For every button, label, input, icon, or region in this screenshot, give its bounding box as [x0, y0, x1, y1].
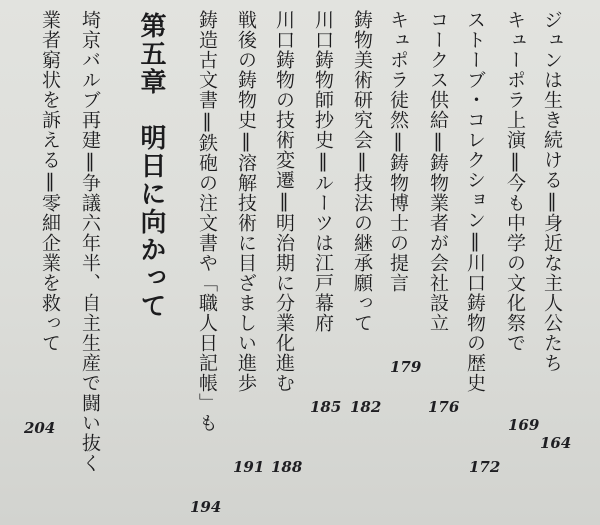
page-number: 179 — [390, 358, 422, 376]
toc-entry: ストーブ・コレクション‖川口鋳物の歴史 — [464, 10, 486, 393]
toc-entry: 鋳物美術研究会‖技法の継承願って — [351, 10, 373, 333]
page-number: 188 — [271, 458, 303, 476]
page-number: 164 — [540, 434, 572, 452]
toc-entry: 戦後の鋳物史‖溶解技術に目ざましい進歩 — [235, 10, 257, 393]
chapter-heading: 第五章 明日に向かって — [136, 12, 166, 320]
page-number: 185 — [310, 398, 342, 416]
toc-entry: キューポラ上演‖今も中学の文化祭で — [504, 10, 526, 353]
toc-entry: 業者窮状を訴える‖零細企業を救って — [39, 10, 61, 353]
page-number: 169 — [508, 416, 540, 434]
toc-entry: キュポラ徒然‖鋳物博士の提言 — [387, 10, 409, 293]
page-number: 191 — [233, 458, 265, 476]
page-number: 194 — [190, 498, 222, 516]
page-number: 176 — [428, 398, 460, 416]
page-number: 172 — [469, 458, 501, 476]
toc-entry: 埼京バルブ再建‖争議六年半、自主生産で闘い抜く — [79, 10, 101, 473]
toc-entry: 鋳造古文書‖鉄砲の注文書や「職人日記帳」も — [196, 10, 218, 433]
page-number: 204 — [24, 419, 56, 437]
toc-entry: 川口鋳物師抄史‖ルーツは江戸幕府 — [312, 10, 334, 333]
toc-entry: コークス供給‖鋳物業者が会社設立 — [427, 10, 449, 333]
toc-entry: 川口鋳物の技術変遷‖明治期に分業化進む — [273, 10, 295, 393]
page-number: 182 — [350, 398, 382, 416]
toc-entry: ジュンは生き続ける‖身近な主人公たち — [541, 10, 563, 373]
